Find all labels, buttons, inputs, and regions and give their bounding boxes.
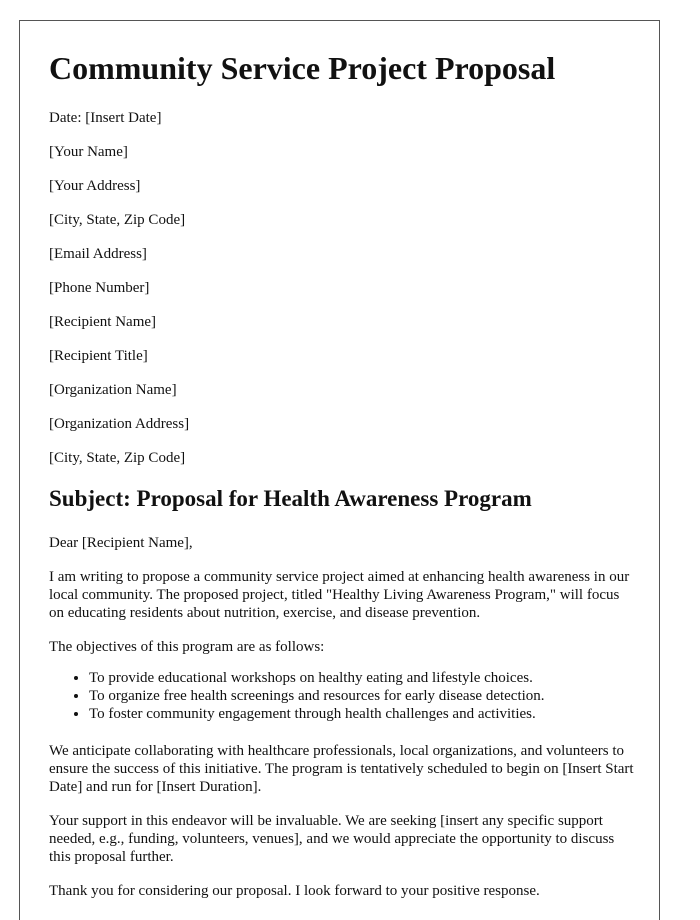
organization-name: [Organization Name] xyxy=(49,382,177,398)
sender-city-state-zip: [City, State, Zip Code] xyxy=(49,212,186,228)
recipient-title: [Recipient Title] xyxy=(49,348,148,364)
list-item: • To organize free health screenings and resources for early disease detection. xyxy=(89,687,634,705)
objectives-list xyxy=(49,669,634,723)
organization-address: [Organization Address] xyxy=(49,416,190,432)
sender-email: [Email Address] xyxy=(49,246,147,262)
closing-paragraph: Thank you for considering our proposal. I look forward to your positive response. xyxy=(49,883,540,899)
list-item: • To provide educational workshops on healthy eating and lifestyle choices. xyxy=(89,669,634,687)
subject-heading: Subject: Proposal for Health Awareness Program xyxy=(49,486,532,511)
letter-title: Community Service Project Proposal xyxy=(49,50,556,86)
sender-name: [Your Name] xyxy=(49,144,128,160)
recipient-name: [Recipient Name] xyxy=(49,314,157,330)
objectives-intro: The objectives of this program are as follows: xyxy=(49,639,325,655)
sender-phone: [Phone Number] xyxy=(49,280,150,296)
support-paragraph: Your support in this endeavor will be invaluable. We are seeking [insert any specific support needed, e.g., funding, volunteers, venues], and we would appreciate the opportunity to discuss this proposal further. xyxy=(49,813,615,865)
list-item: • To foster community engagement through health challenges and activities. xyxy=(89,705,634,723)
recipient-city-state-zip: [City, State, Zip Code] xyxy=(49,450,186,466)
date-line: Date: [Insert Date] xyxy=(49,110,162,126)
collaboration-paragraph: We anticipate collaborating with healthcare professionals, local organizations, and volunteers to ensure the success of this initiative. The program is tentatively scheduled to begin on [Insert Start Date] and run for [Insert Duration]. xyxy=(49,743,634,795)
salutation: Dear [Recipient Name], xyxy=(49,535,193,551)
intro-paragraph: I am writing to propose a community service project aimed at enhancing health awareness in our local community. The proposed project, titled "Healthy Living Awareness Program," will focus on educating residents about nutrition, exercise, and disease prevention. xyxy=(49,569,630,621)
sender-address: [Your Address] xyxy=(49,178,141,194)
proposal-letter xyxy=(19,20,660,920)
